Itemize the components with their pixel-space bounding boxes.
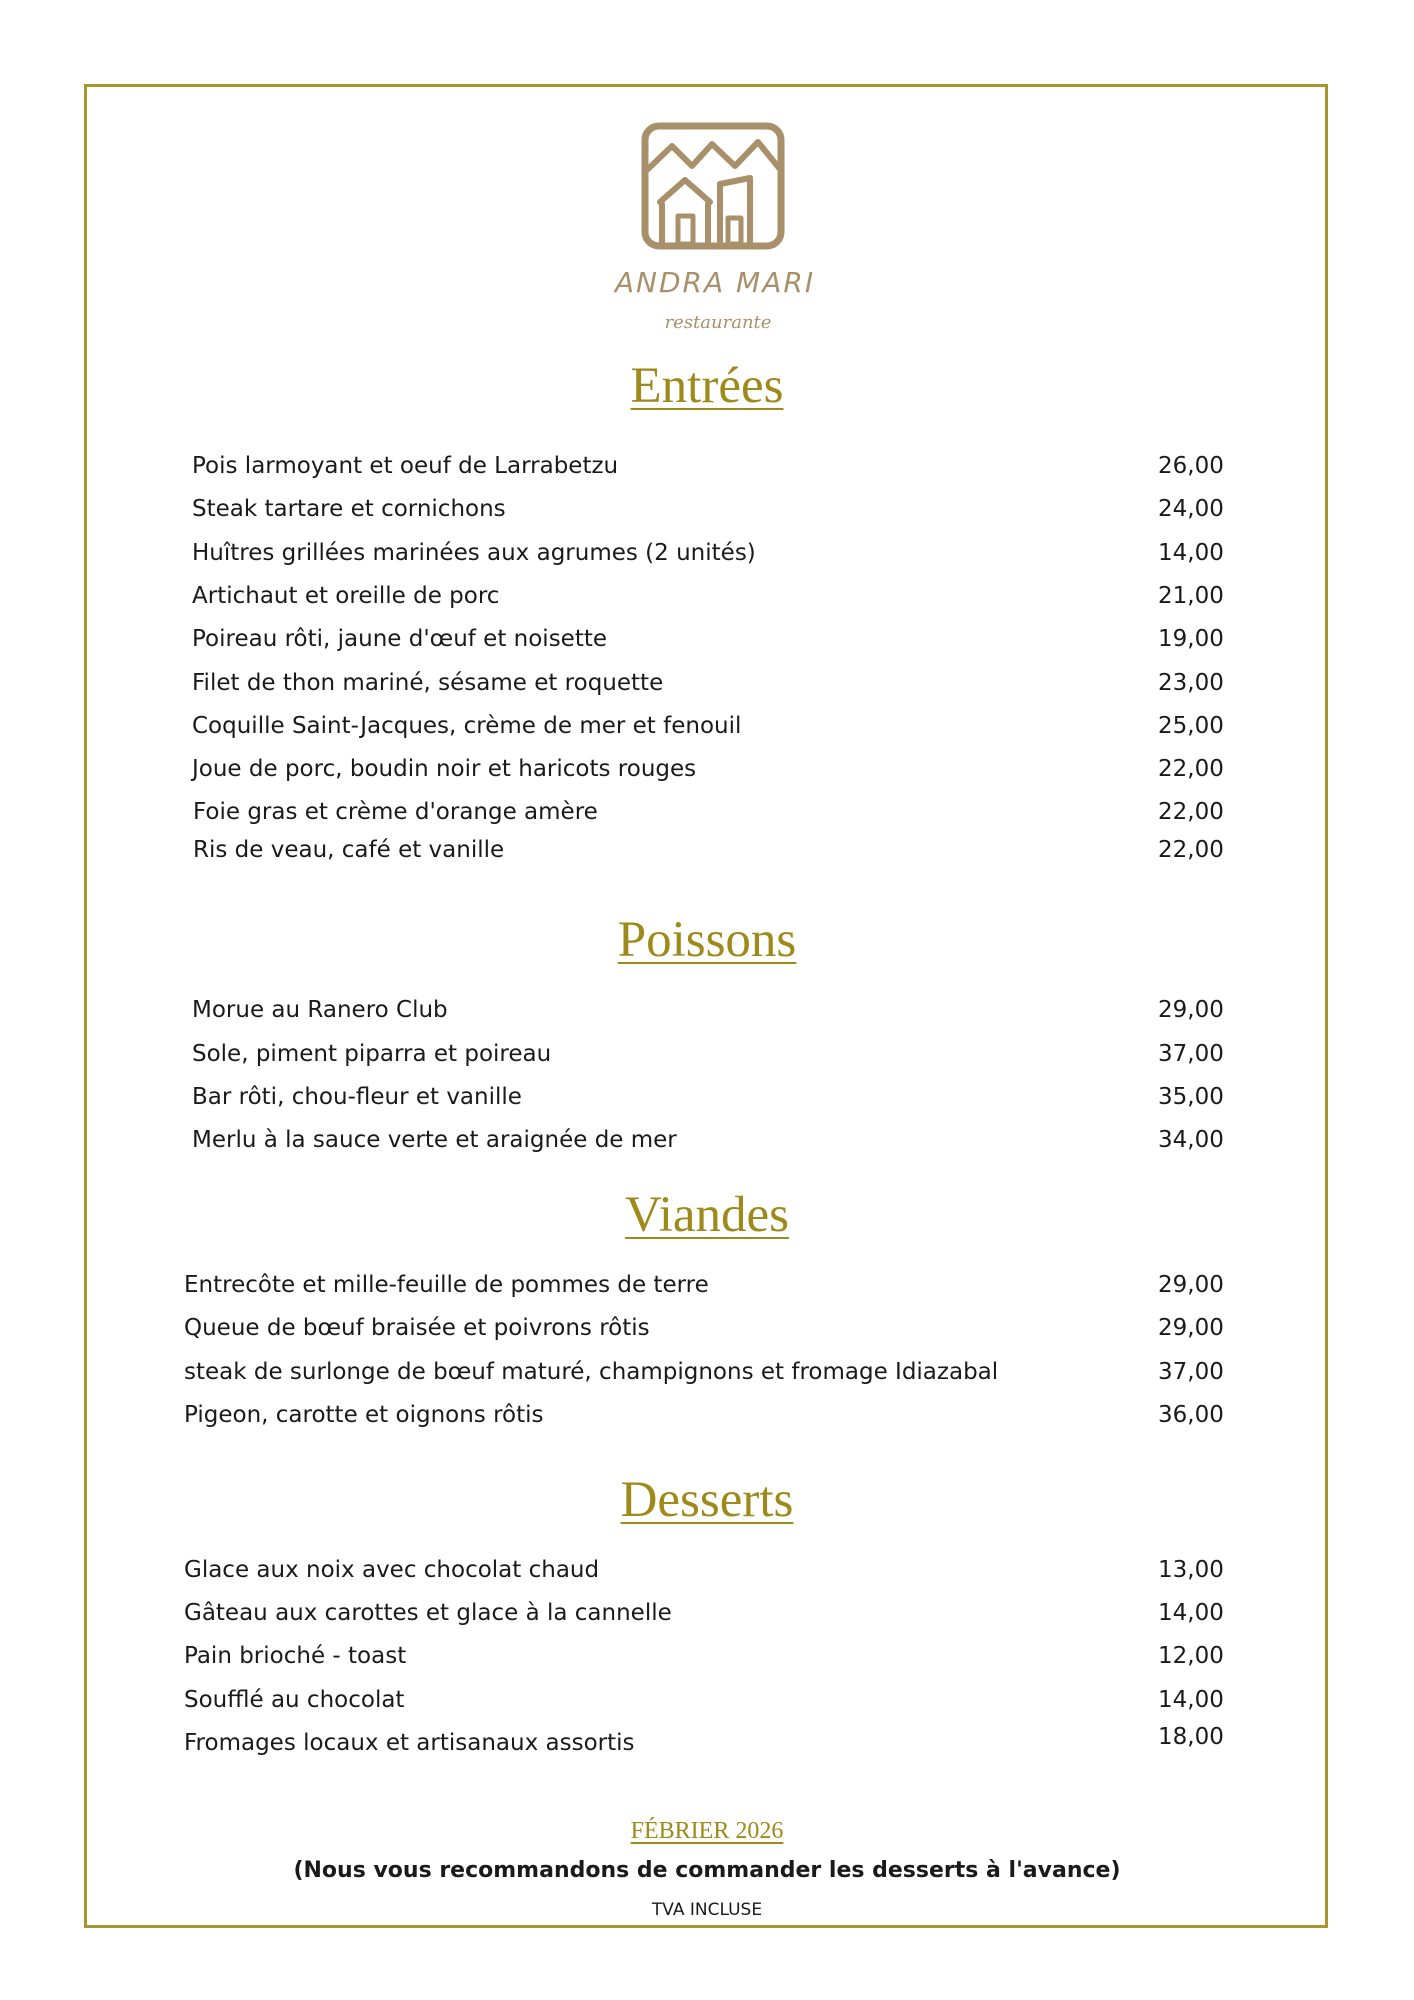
dish-name: Poireau rôti, jaune d'œuf et noisette (192, 626, 608, 652)
logo-house-icon (600, 120, 830, 342)
dish-name: Pain brioché - toast (184, 1643, 407, 1669)
dish-price: 13,00 (1158, 1557, 1224, 1583)
dish-name: Pois larmoyant et oeuf de Larrabetzu (192, 453, 619, 479)
dish-price: 14,00 (1158, 1600, 1224, 1626)
dish-price: 34,00 (1158, 1127, 1224, 1153)
logo-name: ANDRA MARI (614, 266, 816, 299)
dessert-note: (Nous vous recommandons de commander les desserts à l'avance) (293, 1858, 1121, 1883)
dish-name: Pigeon, carotte et oignons rôtis (184, 1402, 544, 1428)
dish-name: steak de surlonge de bœuf maturé, champignons et fromage Idiazabal (184, 1359, 999, 1385)
dish-name: Steak tartare et cornichons (192, 496, 506, 522)
dish-name: Glace aux noix avec chocolat chaud (184, 1557, 600, 1583)
dish-name: Filet de thon mariné, sésame et roquette (192, 670, 664, 696)
dish-price: 22,00 (1158, 756, 1224, 782)
section-title-viandes: Viandes (624, 1187, 790, 1243)
dish-price: 29,00 (1158, 997, 1224, 1023)
dish-name: Ris de veau, café et vanille (193, 837, 505, 863)
dish-name: Huîtres grillées marinées aux agrumes (2 unités) (192, 540, 756, 566)
restaurant-logo (600, 120, 830, 342)
dish-price: 14,00 (1158, 1687, 1224, 1713)
section-title-entrees: Entrées (630, 358, 784, 414)
dish-name: Sole, piment piparra et poireau (192, 1041, 552, 1067)
tva-note: TVA INCLUSE (651, 1900, 763, 1920)
dish-price: 21,00 (1158, 583, 1224, 609)
dish-name: Merlu à la sauce verte et araignée de mer (192, 1127, 677, 1153)
dish-price: 12,00 (1158, 1643, 1224, 1669)
dish-price: 22,00 (1158, 799, 1224, 825)
dish-name: Foie gras et crème d'orange amère (193, 799, 598, 825)
dish-name: Bar rôti, chou-fleur et vanille (192, 1084, 522, 1110)
dish-price: 36,00 (1158, 1402, 1224, 1428)
dish-price: 25,00 (1158, 713, 1224, 739)
dish-name: Artichaut et oreille de porc (192, 583, 500, 609)
dish-price: 19,00 (1158, 626, 1224, 652)
logo-subtitle: restaurante (664, 312, 772, 333)
dish-name: Gâteau aux carottes et glace à la cannelle (184, 1600, 672, 1626)
dish-price: 24,00 (1158, 496, 1224, 522)
dish-name: Coquille Saint-Jacques, crème de mer et fenouil (192, 713, 742, 739)
dish-name: Queue de bœuf braisée et poivrons rôtis (184, 1315, 650, 1341)
dish-price: 23,00 (1158, 670, 1224, 696)
dish-price: 35,00 (1158, 1084, 1224, 1110)
dish-price: 37,00 (1158, 1359, 1224, 1385)
dish-price: 22,00 (1158, 837, 1224, 863)
dish-name: Entrecôte et mille-feuille de pommes de terre (184, 1272, 709, 1298)
dish-price: 29,00 (1158, 1315, 1224, 1341)
dish-price: 29,00 (1158, 1272, 1224, 1298)
section-title-desserts: Desserts (620, 1472, 794, 1528)
menu-date: FÉBRIER 2026 (630, 1818, 784, 1844)
dish-price: 37,00 (1158, 1041, 1224, 1067)
dish-name: Morue au Ranero Club (192, 997, 448, 1023)
dish-price: 26,00 (1158, 453, 1224, 479)
section-title-poissons: Poissons (617, 912, 797, 968)
dish-name: Soufflé au chocolat (184, 1687, 405, 1713)
dish-price: 14,00 (1158, 540, 1224, 566)
dish-price: 18,00 (1158, 1724, 1224, 1750)
dish-name: Fromages locaux et artisanaux assortis (184, 1730, 635, 1756)
dish-name: Joue de porc, boudin noir et haricots rouges (192, 756, 697, 782)
